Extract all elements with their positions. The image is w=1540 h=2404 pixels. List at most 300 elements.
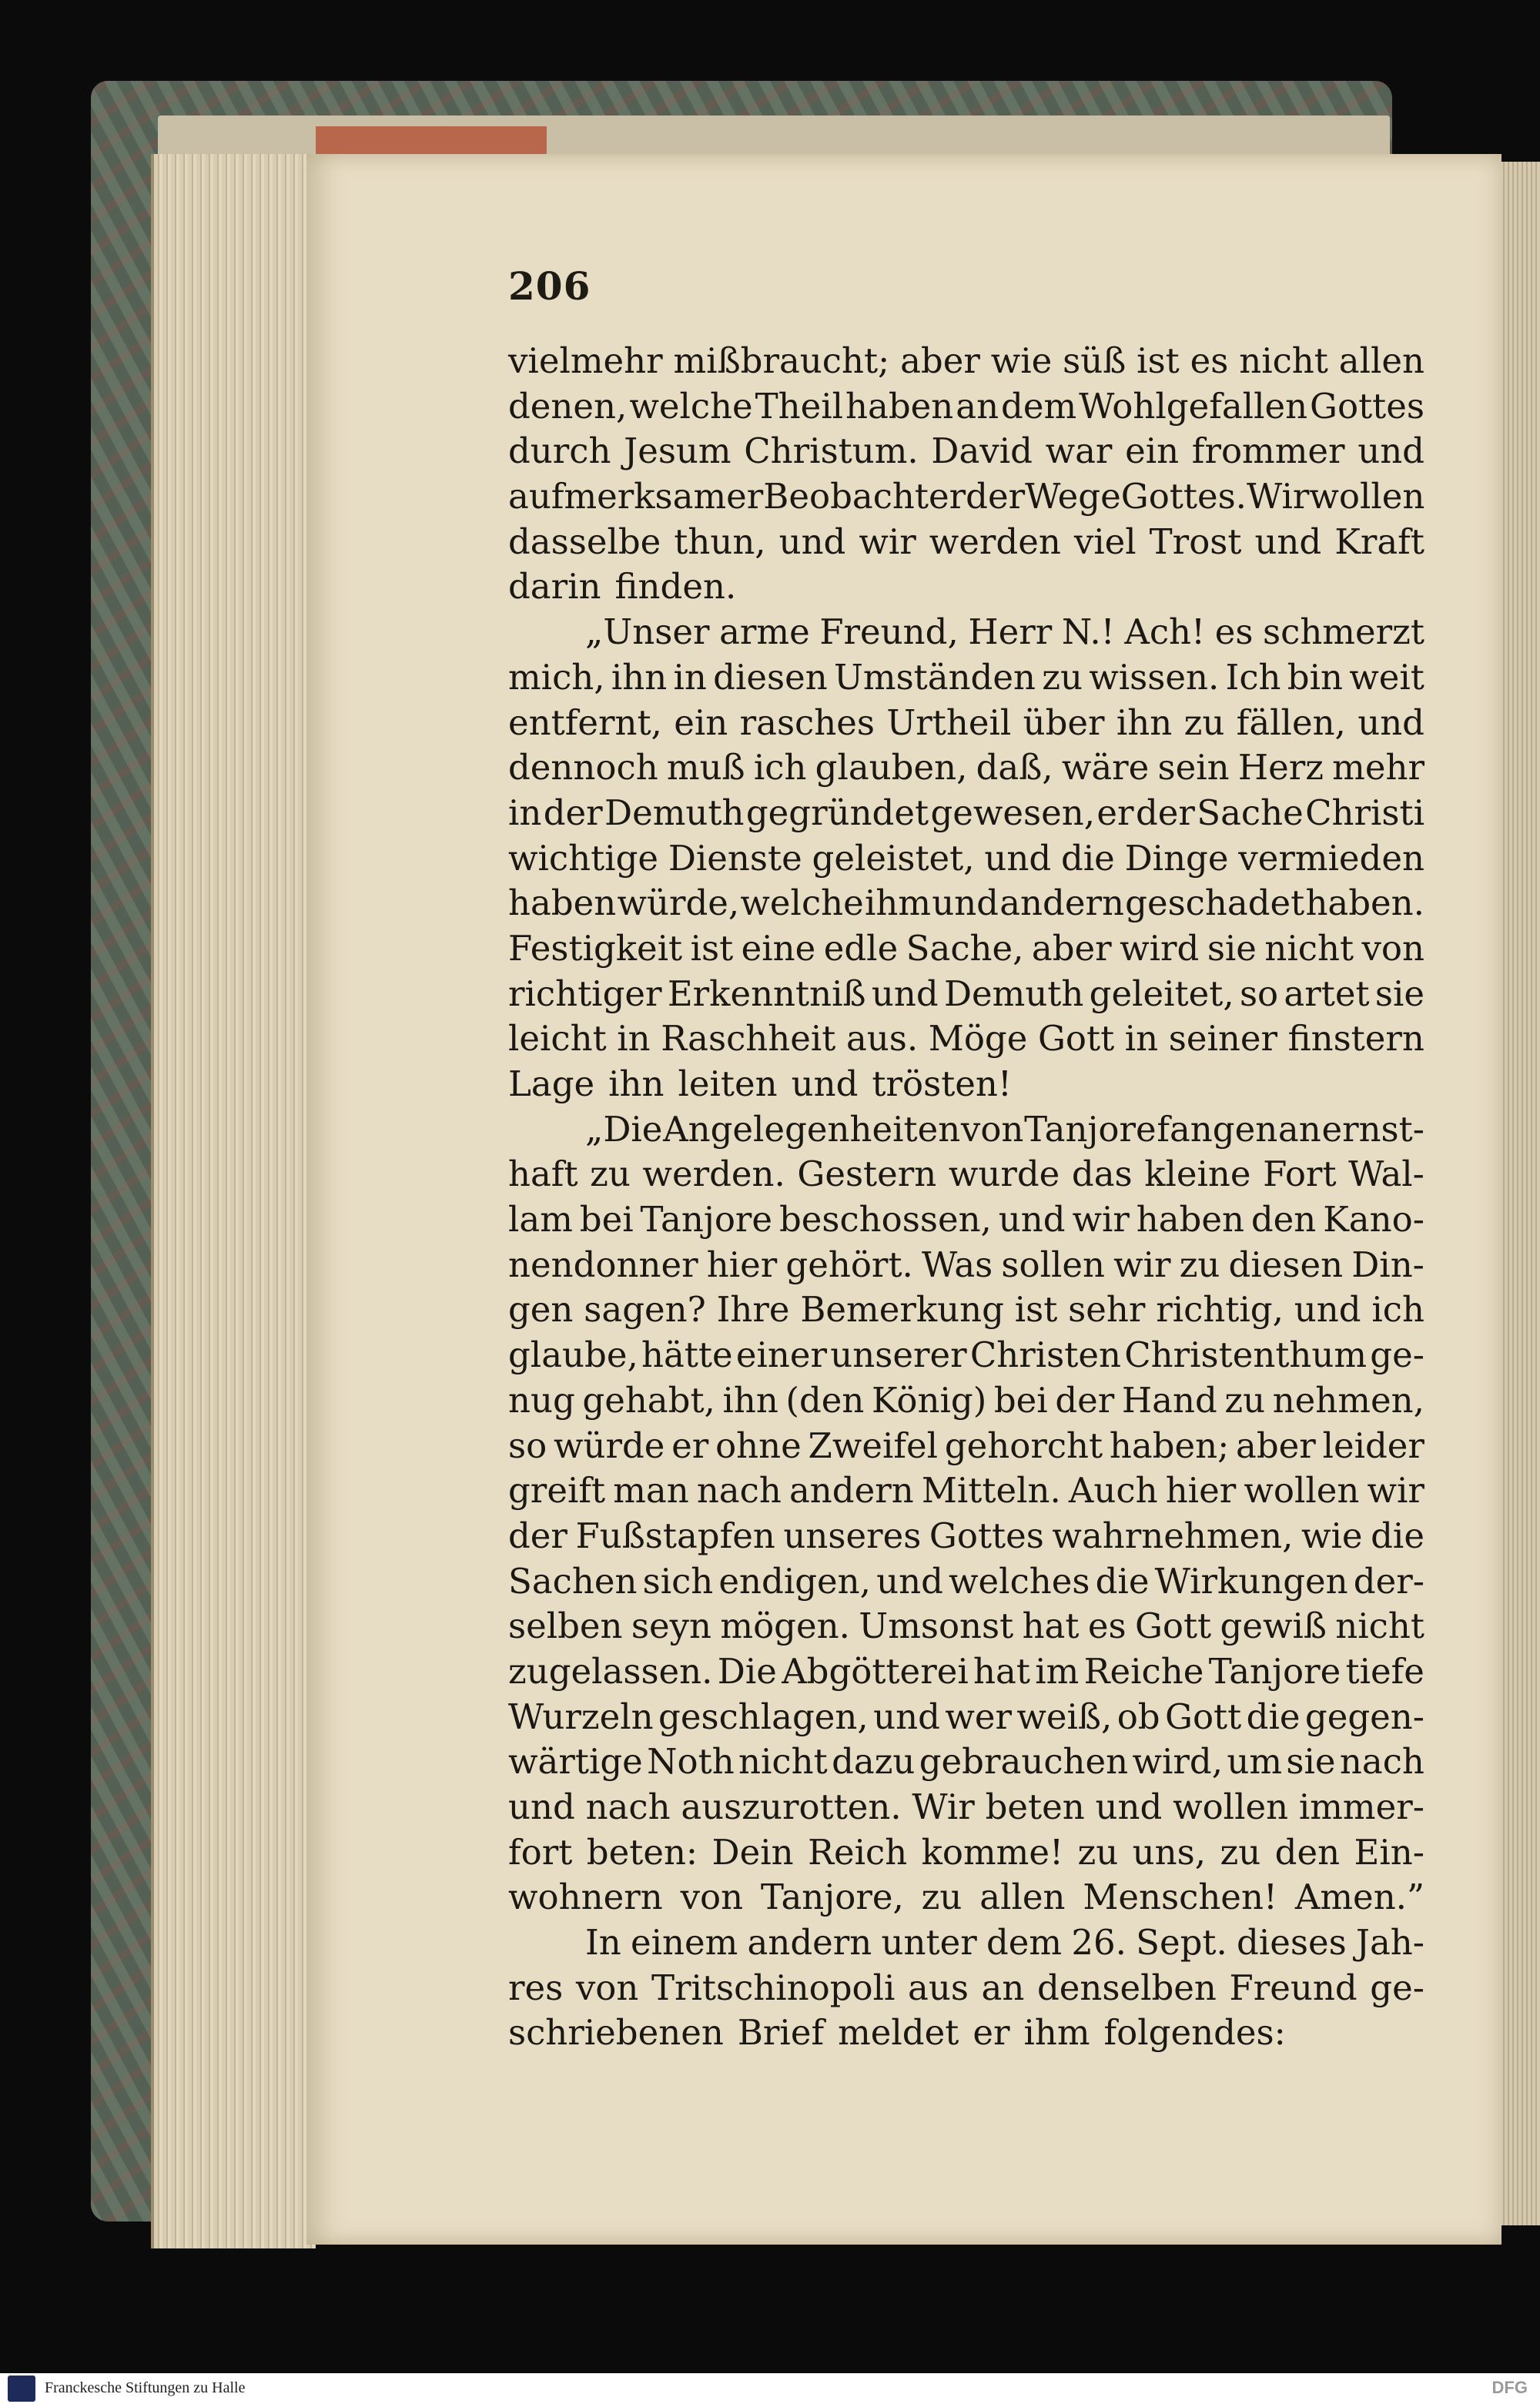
word: zu (921, 1877, 962, 1918)
word: Jesum (624, 430, 732, 472)
text-line (508, 1559, 1424, 1605)
word: ge- (1370, 1334, 1424, 1376)
word: nicht (1335, 1605, 1424, 1647)
word: aber (1236, 1425, 1316, 1466)
text-line (508, 1514, 1424, 1559)
word: haben. (1305, 882, 1424, 924)
word: Gottes (1310, 385, 1424, 427)
word: Möge (928, 1018, 1028, 1060)
page-edges-left (151, 154, 316, 2248)
word: Tanjore, (760, 1877, 904, 1918)
word: geleistet, (812, 837, 975, 879)
word: gehabt, (582, 1379, 715, 1421)
word: Wir (912, 1786, 975, 1827)
word: über (1023, 701, 1105, 743)
text-line (508, 1424, 1424, 1469)
word: zu (1179, 1244, 1220, 1285)
word: andern (999, 882, 1124, 924)
word: welche (740, 882, 864, 924)
word: muß (666, 747, 745, 788)
word: Tritschinopoli (651, 1967, 896, 2008)
word: wir (859, 521, 916, 562)
word: viel (1073, 521, 1137, 562)
word: Dinge (1124, 837, 1229, 879)
word: zu (1224, 1379, 1266, 1421)
word: beten (985, 1786, 1085, 1827)
word: seiner (1168, 1018, 1277, 1060)
word: tiefe (1345, 1650, 1424, 1692)
word: gehört. (785, 1244, 913, 1285)
word: denselben (1036, 1967, 1217, 2008)
word: Was (921, 1244, 993, 1285)
word: Abgötterei (782, 1650, 969, 1692)
word: Zweifel (808, 1425, 939, 1466)
word: Dein (711, 1831, 794, 1873)
word: hätte (641, 1334, 733, 1376)
word: aus. (845, 1018, 919, 1060)
word: zu (1220, 1831, 1261, 1873)
word: wäre (1061, 747, 1150, 788)
word: so (1239, 973, 1279, 1014)
text-line (508, 701, 1424, 746)
word: ich (1371, 1289, 1424, 1331)
word: thun, (674, 521, 766, 562)
word: nach (1339, 1741, 1424, 1783)
word: der (508, 1515, 567, 1556)
word: glaube, (508, 1334, 638, 1376)
word: würde (553, 1425, 665, 1466)
word: wohnern (508, 1877, 663, 1918)
word: werden (929, 521, 1061, 562)
word: er (671, 1425, 709, 1466)
word: aus (908, 1967, 969, 2008)
word: Erkenntniß (667, 973, 866, 1014)
word: bei (993, 1379, 1048, 1421)
word: einer (735, 1334, 828, 1376)
text-line (508, 564, 1424, 610)
word: haben (1136, 1199, 1244, 1241)
word: greift (508, 1470, 606, 1512)
word: bin (1287, 656, 1343, 698)
word: aber (900, 340, 980, 381)
word: Mitteln. (921, 1470, 1061, 1512)
word: den (1274, 1831, 1341, 1873)
word: die (1371, 1515, 1424, 1556)
word: gehorcht (944, 1425, 1103, 1466)
word: Reiche (1083, 1650, 1204, 1692)
word: von (960, 1108, 1024, 1150)
word: edle (823, 927, 899, 969)
word: Kano- (1323, 1199, 1424, 1241)
word: wie (990, 340, 1053, 381)
word: Trost (1149, 521, 1242, 562)
word: darin (508, 566, 601, 608)
word: Hand (1121, 1379, 1217, 1421)
word: frommer (1191, 430, 1345, 472)
word: Angelegenheiten (663, 1108, 961, 1150)
text-line (508, 610, 1424, 655)
word: an (1277, 1108, 1321, 1150)
word: der (1135, 792, 1195, 833)
word: ein (674, 701, 728, 743)
word: uns, (1132, 1831, 1207, 1873)
word: nug (508, 1379, 575, 1421)
word: arme (719, 611, 810, 653)
word: haben; (1109, 1425, 1230, 1466)
word: in (673, 656, 707, 698)
word: welche (629, 385, 753, 427)
word: die (1060, 837, 1115, 879)
word: geschadet (1125, 882, 1305, 924)
word: der (1055, 1379, 1115, 1421)
word: 26. (1071, 1922, 1127, 1964)
word: ein (1125, 430, 1180, 472)
text-line (508, 1333, 1424, 1378)
word: ge- (1370, 1967, 1424, 2008)
word: Ich (1225, 656, 1281, 698)
word: Amen.” (1294, 1877, 1424, 1918)
word: immer- (1298, 1786, 1424, 1827)
word: es (1190, 340, 1229, 381)
word: und (873, 1696, 940, 1737)
text-line (508, 1875, 1424, 1920)
word: Sache (1197, 792, 1304, 833)
word: selben (508, 1605, 623, 1647)
word: und (1254, 521, 1322, 562)
word: ihm (1023, 2012, 1090, 2054)
word: der- (1353, 1560, 1424, 1602)
word: Gott (1165, 1696, 1242, 1737)
word: Tanjore (1208, 1650, 1341, 1692)
word: einem (631, 1922, 738, 1964)
word: Beobachter (763, 476, 966, 517)
word: dem (1001, 385, 1077, 427)
word: Fort (1263, 1153, 1337, 1195)
word: und (998, 1199, 1066, 1241)
word: und (1294, 1289, 1361, 1331)
word: Christenthum (1124, 1334, 1368, 1376)
word: er (1096, 792, 1134, 833)
word: richtig, (1156, 1289, 1284, 1331)
text-line (508, 1107, 1424, 1153)
text-line (508, 520, 1424, 565)
word: seyn (631, 1605, 712, 1647)
text-line (508, 384, 1424, 430)
word: gen (508, 1289, 574, 1331)
word: und (1358, 430, 1424, 472)
word: haben (845, 385, 954, 427)
word: diesen (713, 656, 828, 698)
word: wollen (1244, 1470, 1360, 1512)
text-line (508, 1243, 1424, 1288)
word: der (966, 476, 1026, 517)
word: auszurotten. (681, 1786, 902, 1827)
word: fangen (1157, 1108, 1278, 1150)
word: nach (696, 1470, 782, 1512)
word: gegründet (745, 792, 929, 833)
word: die (1095, 1560, 1150, 1602)
word: dem (986, 1922, 1063, 1964)
word: es (1087, 1605, 1127, 1647)
word: daß, (976, 747, 1053, 788)
word: aufmerksamer (508, 476, 764, 517)
page-number: 206 (508, 263, 591, 309)
text-line (508, 972, 1424, 1017)
word: Ein- (1354, 1831, 1424, 1873)
word: Urtheil (886, 701, 1012, 743)
word: dasselbe (508, 521, 661, 562)
word: zu (590, 1153, 631, 1195)
word: weiß, (1016, 1696, 1113, 1737)
word: mißbraucht; (673, 340, 890, 381)
word: hier (1165, 1470, 1237, 1512)
word: und (791, 1063, 859, 1104)
word: bei (579, 1199, 634, 1241)
word: artet (1284, 973, 1370, 1014)
text-line (508, 745, 1424, 791)
word: Demuth (604, 792, 745, 833)
word: Herz (1237, 747, 1324, 788)
word: ihn (1116, 701, 1173, 743)
word: hat (1022, 1605, 1080, 1647)
text-line (508, 1378, 1424, 1424)
word: richtiger (508, 973, 662, 1014)
word: Wurzeln (508, 1696, 654, 1737)
word: finstern (1287, 1018, 1424, 1060)
word: Jah- (1355, 1922, 1424, 1964)
word: Din- (1351, 1244, 1424, 1285)
word: Auch (1068, 1470, 1158, 1512)
word: wird, (1132, 1741, 1224, 1783)
word: entfernt, (508, 701, 662, 743)
word: ob (1116, 1696, 1160, 1737)
word: wir (1072, 1199, 1130, 1241)
word: allen (979, 1877, 1066, 1918)
text-line (508, 474, 1424, 520)
word: Menschen! (1083, 1877, 1278, 1918)
word: Christi (1305, 792, 1424, 833)
word: vielmehr (508, 340, 663, 381)
word: gewiß (1220, 1605, 1327, 1647)
word: sie (1374, 973, 1424, 1014)
word: Freund, (819, 611, 959, 653)
word: süß (1063, 340, 1127, 381)
word: eine (741, 927, 816, 969)
word: Christum. (744, 430, 919, 472)
word: leider (1322, 1425, 1424, 1466)
word: ich (753, 747, 807, 788)
word: er (973, 2012, 1010, 2054)
word: lam (508, 1199, 573, 1241)
text-line (508, 1152, 1424, 1197)
word: von (1361, 927, 1424, 969)
word: Gottes. (1120, 476, 1247, 517)
word: endigen, (718, 1560, 871, 1602)
word: (den (785, 1379, 865, 1421)
word: andern (788, 1470, 914, 1512)
word: ihn (611, 656, 668, 698)
word: wir (1113, 1244, 1171, 1285)
page-edges-right (1500, 162, 1540, 2225)
word: Kraft (1334, 521, 1424, 562)
word: nehmen, (1272, 1379, 1424, 1421)
word: schriebenen (508, 2012, 724, 2054)
footer-institution: Franckesche Stiftungen zu Halle (45, 2379, 246, 2396)
word: leiten (678, 1063, 778, 1104)
word: und (932, 882, 999, 924)
word: Sept. (1136, 1922, 1227, 1964)
word: in (508, 792, 542, 833)
text-line (508, 926, 1424, 972)
word: Gestern (797, 1153, 937, 1195)
word: Wohlgefallen (1079, 385, 1308, 427)
word: leicht (508, 1018, 607, 1060)
word: so (508, 1425, 547, 1466)
word: wollen (1173, 1786, 1289, 1827)
word: Wirkungen (1154, 1560, 1348, 1602)
word: im (1035, 1650, 1080, 1692)
word: weit (1349, 656, 1424, 698)
word: Gott (1134, 1605, 1212, 1647)
word: Die (717, 1650, 777, 1692)
word: meldet (838, 2012, 959, 2054)
word: Tanjore (1024, 1108, 1157, 1150)
word: wichtige (508, 837, 659, 879)
word: gegen- (1304, 1696, 1424, 1737)
word: Umsonst (859, 1605, 1014, 1647)
word: man (613, 1470, 689, 1512)
word: werden. (642, 1153, 785, 1195)
word: Sache, (906, 927, 1024, 969)
word: würde, (617, 882, 740, 924)
word: res (508, 1967, 564, 2008)
word: Wal- (1348, 1153, 1424, 1195)
word: Gottes (929, 1515, 1044, 1556)
word: die (1246, 1696, 1301, 1737)
word: Bemerkung (800, 1289, 1004, 1331)
text-line (508, 1062, 1424, 1107)
footer-dfg-label: DFG (1491, 2378, 1528, 2397)
word: geleitet, (1089, 973, 1234, 1014)
word: und (778, 521, 846, 562)
word: unter (881, 1922, 977, 1964)
word: und (508, 1786, 575, 1827)
word: Umständen (833, 656, 1036, 698)
word: beten: (586, 1831, 698, 1873)
word: Noth (647, 1741, 735, 1783)
word: sein (1157, 747, 1230, 788)
word: sich (642, 1560, 714, 1602)
word: Sachen (508, 1560, 638, 1602)
word: welches (949, 1560, 1090, 1602)
word: mögen. (720, 1605, 850, 1647)
text-line (508, 1287, 1424, 1333)
word: sie (1286, 1741, 1336, 1783)
word: haft (508, 1153, 578, 1195)
body-text (508, 339, 1424, 2056)
word: wird (1120, 927, 1200, 969)
word: fort (508, 1831, 573, 1873)
word: beschossen, (778, 1199, 992, 1241)
word: Christen (969, 1334, 1121, 1376)
word: Demuth (943, 973, 1084, 1014)
word: wir (1367, 1470, 1424, 1512)
word: war (1045, 430, 1113, 472)
word: folgendes: (1103, 2012, 1286, 2054)
word: andern (747, 1922, 872, 1964)
text-line (508, 1604, 1424, 1649)
word: ihn (608, 1063, 665, 1104)
word: gewesen, (930, 792, 1096, 833)
word: nicht (1239, 340, 1328, 381)
text-line (508, 1830, 1424, 1876)
text-line (508, 1920, 1424, 1966)
word: denen, (508, 385, 628, 427)
word: um (1227, 1741, 1283, 1783)
word: dennoch (508, 747, 658, 788)
word: an (956, 385, 999, 427)
text-line (508, 1966, 1424, 2011)
text-line (508, 429, 1424, 474)
word: Gott (1037, 1018, 1115, 1060)
text-line (508, 1649, 1424, 1695)
word: nendonner (508, 1244, 698, 1285)
word: allen (1338, 340, 1424, 381)
word: „Unser (585, 611, 710, 653)
word: komme! (921, 1831, 1064, 1873)
word: ist (1014, 1289, 1058, 1331)
text-line (508, 1016, 1424, 1062)
word: ist (690, 927, 734, 969)
word: David (931, 430, 1033, 472)
text-line (508, 2011, 1424, 2056)
word: Festigkeit (508, 927, 683, 969)
word: wie (1301, 1515, 1363, 1556)
text-line (508, 791, 1424, 836)
word: und (984, 837, 1052, 879)
text-line (508, 1785, 1424, 1830)
word: zu (1042, 656, 1083, 698)
word: sehr (1068, 1289, 1146, 1331)
word: Theil (755, 385, 844, 427)
word: in (1124, 1018, 1159, 1060)
word: wissen. (1089, 656, 1220, 698)
word: In (585, 1922, 621, 1964)
word: ernst- (1321, 1108, 1424, 1150)
word: Ach! (1124, 611, 1206, 653)
word: Dienste (668, 837, 802, 879)
word: ihm (864, 882, 932, 924)
word: mich, (508, 656, 605, 698)
word: schmerzt (1263, 611, 1424, 653)
word: ist (1137, 340, 1180, 381)
word: fällen, (1236, 701, 1346, 743)
word: finden. (614, 566, 737, 608)
word: vermieden (1238, 837, 1424, 879)
word: von (575, 1967, 639, 2008)
word: nicht (738, 1741, 828, 1783)
text-line (508, 881, 1424, 926)
word: dieses (1237, 1922, 1347, 1964)
word: es (1214, 611, 1254, 653)
word: wer (945, 1696, 1012, 1737)
word: Ihre (716, 1289, 790, 1331)
word: in (617, 1018, 651, 1060)
word: wurde (948, 1153, 1060, 1195)
text-line (508, 339, 1424, 384)
word: „Die (585, 1108, 663, 1150)
word: zugelassen. (508, 1650, 713, 1692)
